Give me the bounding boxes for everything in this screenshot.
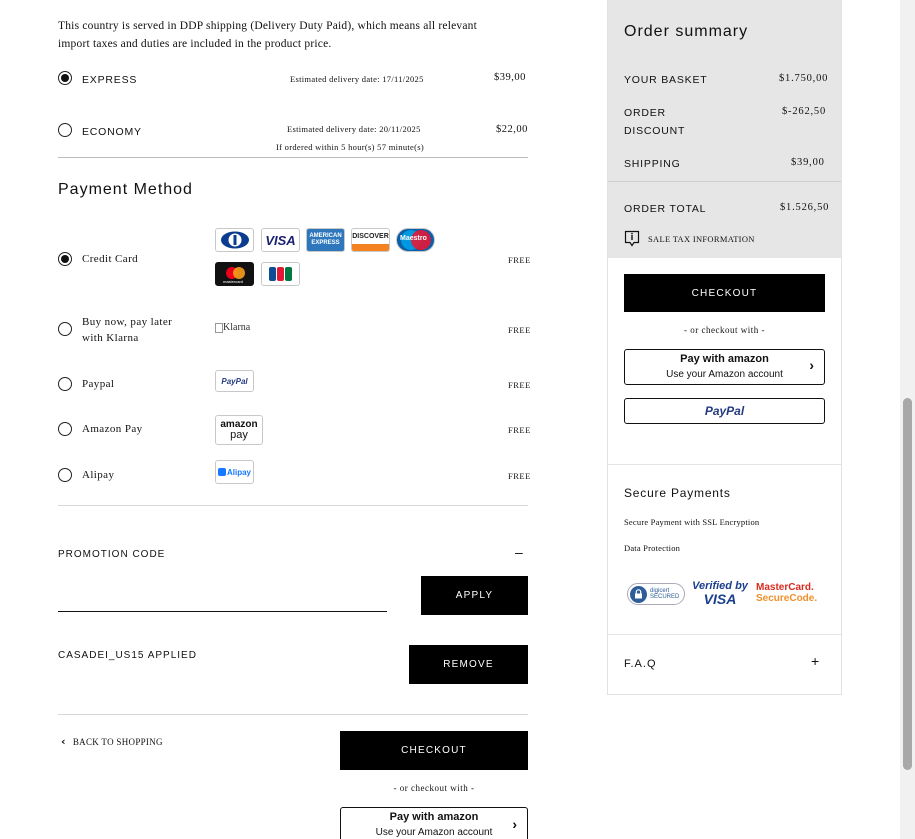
economy-cutoff-note: If ordered within 5 hour(s) 57 minute(s) — [276, 142, 424, 152]
amazon-pay-logo-bottom: pay — [230, 429, 248, 441]
divider — [58, 505, 528, 506]
back-to-shopping-link[interactable] — [61, 735, 163, 748]
economy-label: ECONOMY — [82, 126, 142, 138]
chevron-right-icon: › — [512, 816, 517, 832]
payment-method-title: Payment Method — [58, 181, 193, 198]
discover-card-icon — [351, 228, 390, 252]
alipay-label: Alipay — [82, 469, 115, 481]
discount-value: $-262,50 — [782, 106, 827, 117]
paypal-button-summary[interactable] — [624, 398, 825, 424]
digicert-label: digicert SECURED — [650, 588, 680, 600]
plus-icon: + — [811, 653, 820, 669]
amazon-pay-button-summary[interactable] — [624, 349, 825, 385]
amazon-button-line2: Use your Amazon account — [666, 369, 783, 380]
klarna-label: Buy now, pay later with Klarna — [82, 316, 173, 344]
visa-label: VISA — [703, 591, 737, 607]
economy-radio[interactable] — [58, 123, 72, 137]
alipay-fee: FREE — [508, 471, 531, 481]
promotion-code-title: PROMOTION CODE — [58, 549, 166, 560]
alipay-logo — [215, 460, 254, 484]
ddp-shipping-notice: This country is served in DDP shipping (Delivery Duty Paid), which means all relevant import taxes and duties are included in the product price. — [58, 20, 477, 50]
promotion-code-input[interactable] — [58, 588, 387, 612]
amazon-pay-fee: FREE — [508, 425, 531, 435]
summary-divider — [608, 181, 841, 182]
alipay-logo-text: Alipay — [226, 467, 251, 477]
jcb-stripes — [269, 267, 292, 281]
ssl-encryption-text: Secure Payment with SSL Encryption — [624, 517, 760, 527]
securecode-label: SecureCode. — [756, 593, 818, 604]
amazon-button-line2: Use your Amazon account — [375, 827, 493, 838]
mastercard-icon — [215, 262, 254, 286]
scrollbar-thumb[interactable] — [903, 398, 912, 770]
amazon-button-line1: Pay with amazon — [680, 353, 769, 365]
mastercard-securecode-badge — [756, 582, 816, 604]
amazon-pay-radio[interactable] — [58, 422, 72, 436]
info-receipt-icon — [624, 230, 640, 247]
faq-label: F.A.Q — [624, 658, 657, 670]
maestro-card-icon — [396, 228, 435, 252]
secure-payments-title: Secure Payments — [624, 486, 731, 500]
mc-orange-circle — [233, 267, 245, 279]
back-to-shopping-label: BACK TO SHOPPING — [72, 736, 163, 747]
discount-label-line1: ORDER — [624, 107, 666, 119]
discover-stripe — [352, 244, 389, 251]
or-checkout-with-bottom: - or checkout with - — [393, 783, 475, 793]
shipping-label: SHIPPING — [624, 158, 681, 170]
shipping-value: $39,00 — [791, 157, 825, 168]
mastercard-label: MasterCard. — [756, 582, 814, 593]
express-price: $39,00 — [494, 72, 526, 83]
basket-label: YOUR BASKET — [624, 74, 708, 86]
klarna-logo — [215, 322, 250, 333]
amazon-button-line1: Pay with amazon — [389, 811, 479, 823]
digicert-badge — [627, 583, 685, 605]
order-total-value: $1.526,50 — [780, 202, 830, 213]
chevron-right-icon: › — [809, 357, 814, 373]
credit-card-radio[interactable] — [58, 252, 72, 266]
diners-card-icon — [215, 228, 254, 252]
paypal-radio[interactable] — [58, 377, 72, 391]
amex-text: AMERICAN EXPRESS — [309, 233, 342, 246]
paypal-logo — [215, 370, 254, 392]
amazon-pay-logo-top: amazon — [220, 419, 258, 430]
promotion-collapse-toggle[interactable]: – — [515, 544, 523, 560]
order-total-label: ORDER TOTAL — [624, 203, 707, 215]
broken-image-icon — [215, 323, 223, 333]
verified-by-visa-badge — [691, 580, 749, 606]
verified-by-label: Verified by — [692, 580, 748, 592]
data-protection-text: Data Protection — [624, 543, 681, 553]
paypal-button-label: PayPal — [704, 404, 745, 418]
or-checkout-with-summary: - or checkout with - — [684, 325, 765, 335]
express-delivery-date: Estimated delivery date: 17/11/2025 — [290, 74, 424, 84]
remove-promo-button[interactable]: REMOVE — [409, 645, 528, 684]
discount-label-line2: DISCOUNT — [624, 125, 686, 137]
visa-text: VISA — [265, 232, 296, 248]
amex-card-icon — [306, 228, 345, 252]
paypal-label: Paypal — [82, 378, 115, 390]
amazon-pay-label: Amazon Pay — [82, 423, 143, 435]
express-label: EXPRESS — [82, 74, 138, 86]
divider — [58, 714, 528, 715]
sale-tax-info-label: SALE TAX INFORMATION — [648, 233, 755, 244]
visa-card-icon — [261, 228, 300, 252]
promo-applied-text: CASADEI_US15 APPLIED — [58, 650, 197, 661]
economy-price: $22,00 — [496, 124, 528, 135]
lock-icon — [630, 586, 647, 603]
checkout-button-bottom[interactable]: CHECKOUT — [340, 731, 528, 770]
paypal-fee: FREE — [508, 380, 531, 390]
credit-card-fee: FREE — [508, 255, 531, 265]
summary-divider — [608, 464, 841, 465]
mc-text: mastercard — [223, 279, 244, 284]
credit-card-label: Credit Card — [82, 253, 139, 265]
amazon-pay-logo — [215, 415, 263, 445]
discover-text: DISCOVER — [352, 233, 389, 240]
order-summary-title: Order summary — [624, 23, 749, 40]
paypal-logo-text: PayPal — [221, 376, 248, 386]
economy-delivery-date: Estimated delivery date: 20/11/2025 — [287, 124, 421, 134]
alipay-radio[interactable] — [58, 468, 72, 482]
divider — [58, 157, 528, 158]
basket-value: $1.750,00 — [779, 73, 829, 84]
checkout-button-summary[interactable]: CHECKOUT — [624, 274, 825, 312]
apply-button[interactable]: APPLY — [421, 576, 528, 615]
klarna-radio[interactable] — [58, 322, 72, 336]
chevron-left-icon: ‹ — [61, 735, 66, 748]
faq-accordion[interactable] — [608, 635, 841, 694]
amazon-pay-button-bottom[interactable] — [340, 807, 528, 839]
klarna-logo-alt: Klarna — [223, 322, 251, 333]
klarna-fee: FREE — [508, 325, 531, 335]
alipay-icon — [218, 468, 226, 476]
sale-tax-info-link[interactable] — [624, 230, 755, 247]
maestro-text: Maestro — [400, 235, 427, 242]
jcb-card-icon — [261, 262, 300, 286]
express-radio[interactable] — [58, 71, 72, 85]
